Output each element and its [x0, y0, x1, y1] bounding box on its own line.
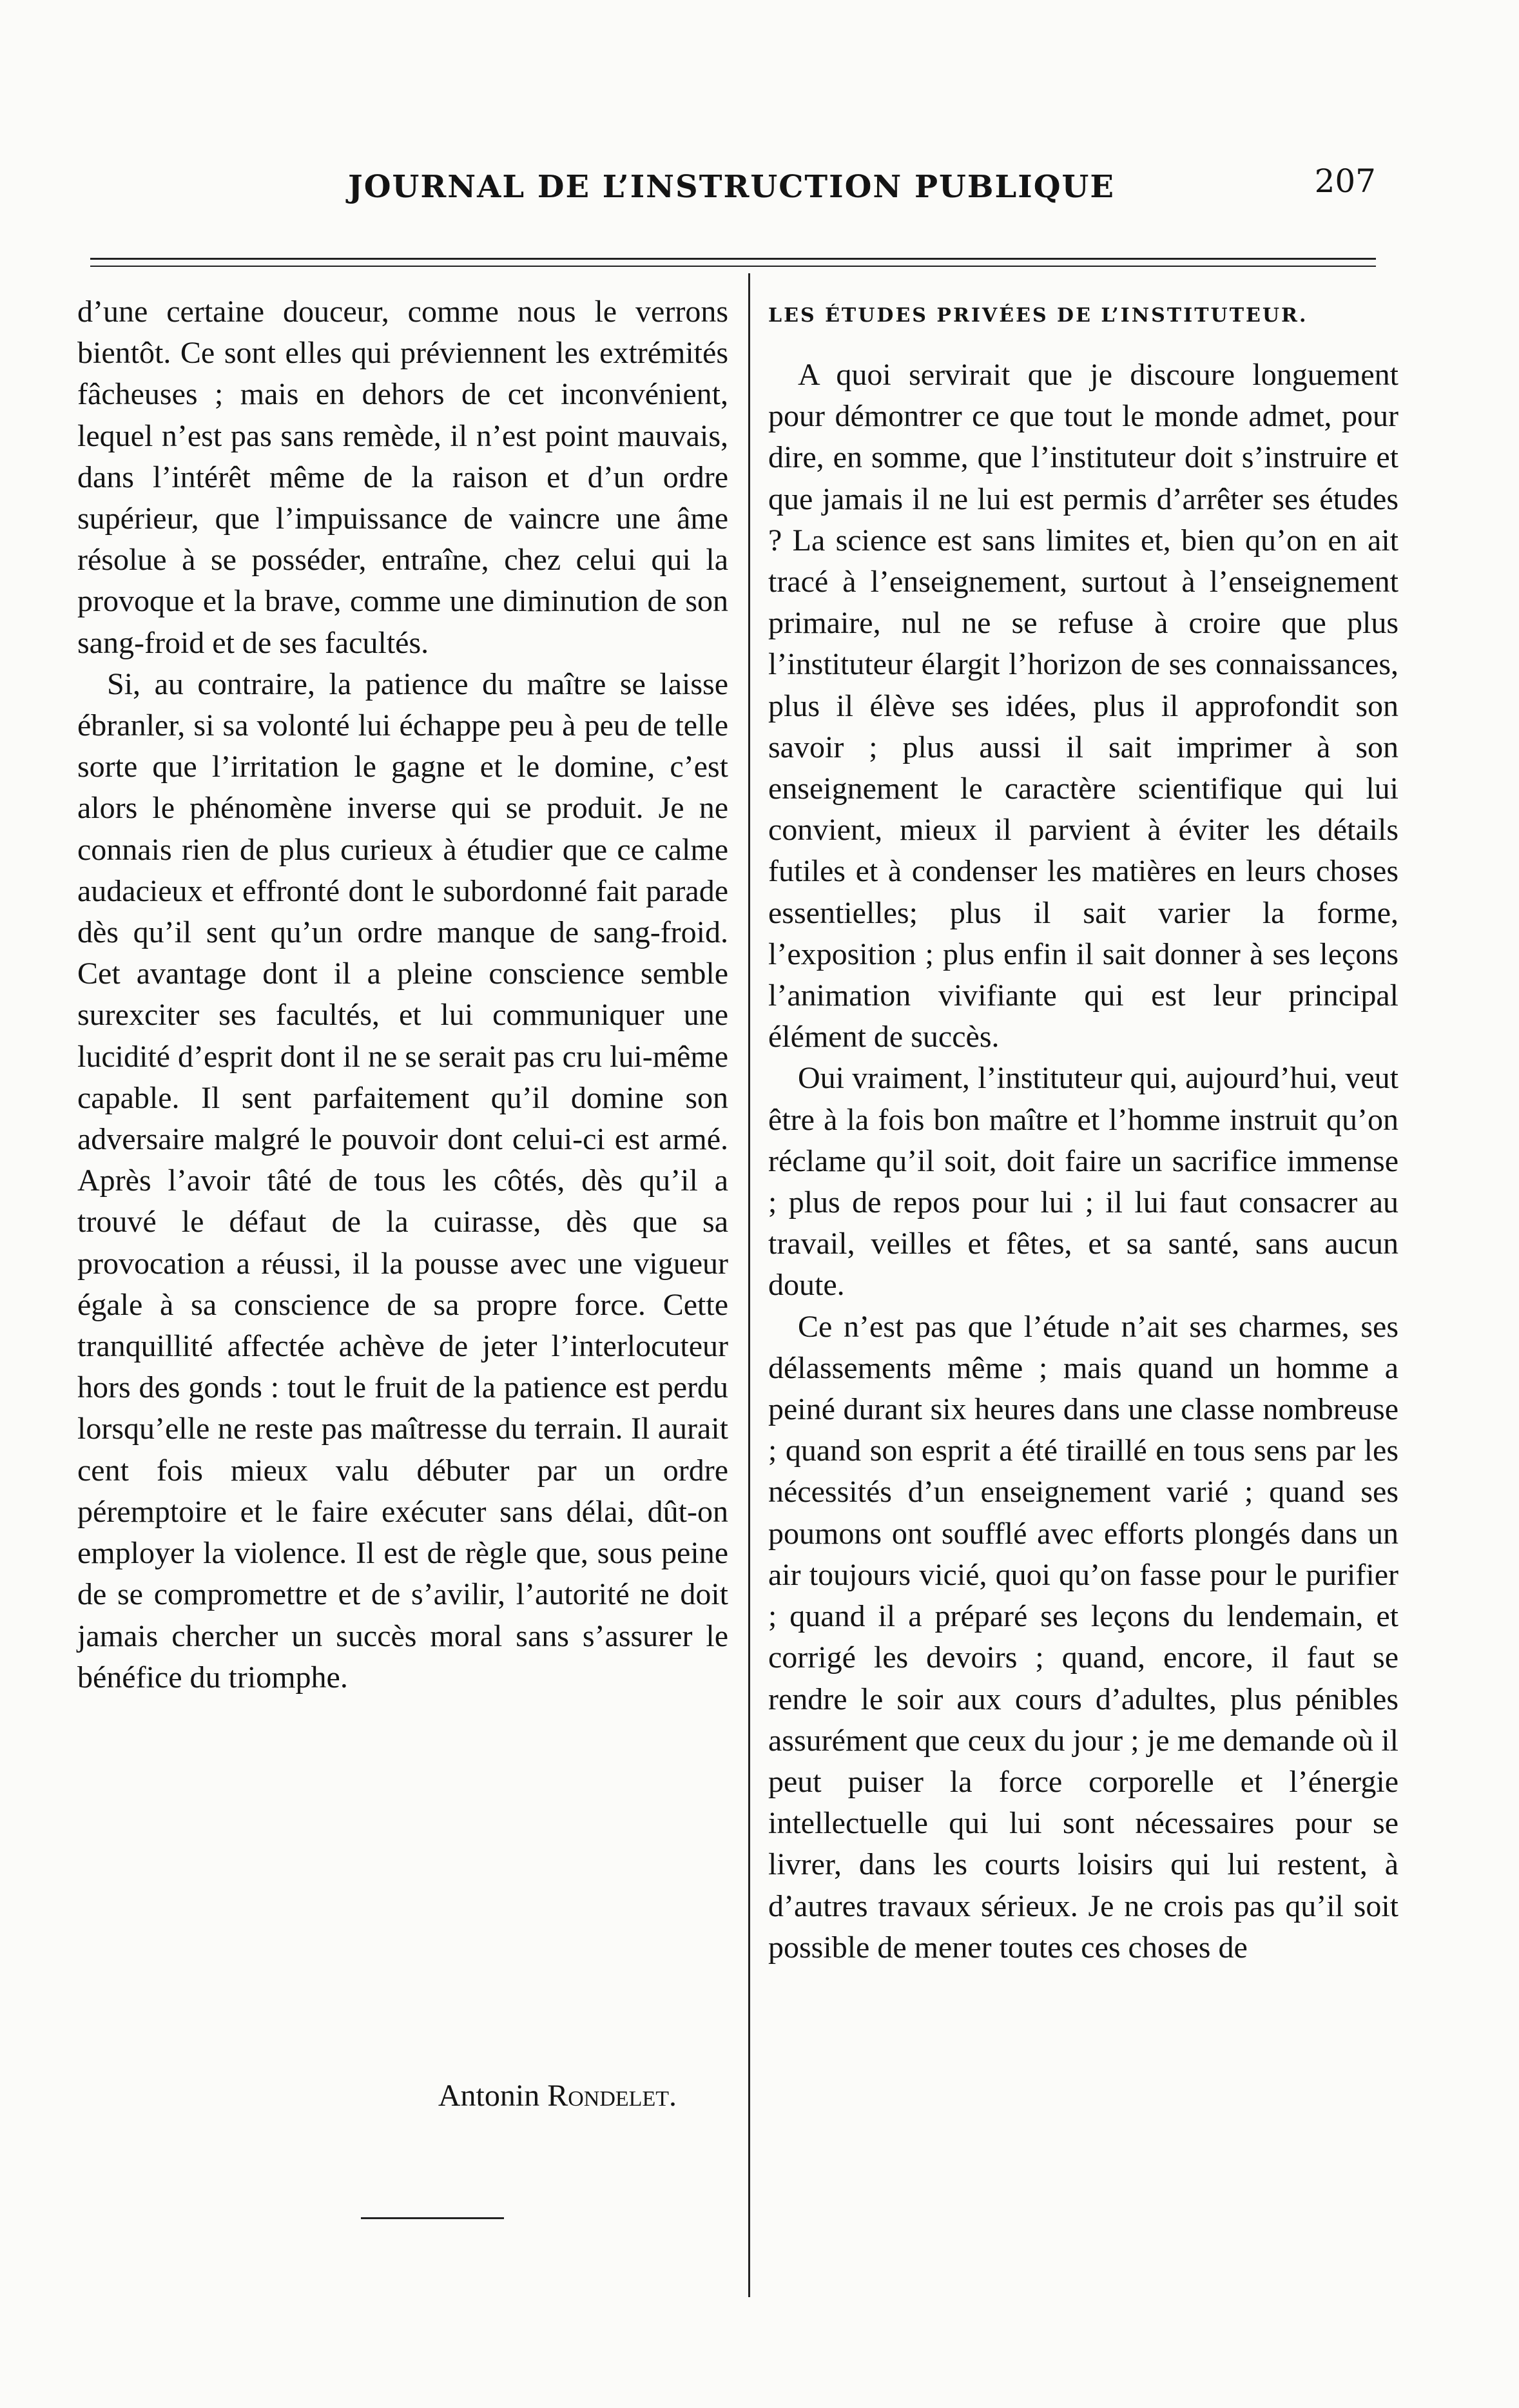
journal-title: JOURNAL DE L’INSTRUCTION PUBLIQUE — [348, 169, 1115, 205]
article-end-rule — [361, 2217, 504, 2219]
signature-first-name: Antonin — [438, 2079, 540, 2113]
left-paragraph-2: Si, au contraire, la patience du maître se laisse ébranler, si sa volonté lui échappe peu à peu de telle sorte que l’irritation le gagne et le domine, c’est alors le phénomène inverse qui se produit. Je ne connais rien de plus curieux à étudier que ce calme audacieux et effronté dont le subordonné fait parade dès qu’il sent qu’un ordre manque de sang-froid. Cet avantage dont il a pleine conscience semble surexciter ses facultés, et lui communiquer une lucidité d’esprit dont il ne se serait pas cru lui-même capable. Il sent parfaitement qu’il domine son adversaire malgré le pouvoir dont celui-ci est armé. Après l’avoir tâté de tous les côtés, dès qu’il a trouvé le défaut de la cuirasse, dès que sa provocation a réussi, il la pousse avec une vigueur égale à sa conscience de sa propre force. Cette tranquillité affectée achève de jeter l’interlocuteur hors des gonds : tout le fruit de la patience est perdu lorsqu’elle ne reste pas maîtresse du terrain. Il aurait cent fois mieux valu débuter par un ordre péremptoire et le faire exécuter sans délai, dût-on employer la violence. Il est de règle que, sous peine de se compromettre et de s’avilir, l’autorité ne doit jamais chercher un succès moral sans s’assurer le bénéfice du triomphe. — [77, 666, 728, 1694]
right-paragraph-2: Oui vraiment, l’instituteur qui, aujourd’hui, veut être à la fois bon maître et l’homme instruit qu’on réclame qu’il soit, doit faire un sacrifice immense ; plus de repos pour lui ; il lui faut consacrer au travail, veilles et fêtes, et sa santé, sans aucun doute. — [768, 1061, 1398, 1303]
section-title: LES ÉTUDES PRIVÉES DE L’INSTITUTEUR. — [768, 304, 1308, 327]
signature-last-name: Rondelet. — [547, 2079, 677, 2113]
right-paragraph-3: Ce n’est pas que l’étude n’ait ses charmes, ses délassements même ; mais quand un homme a peiné durant six heures dans une classe nombreuse ; quand son esprit a été tiraillé en tous sens par les nécessités d’un enseignement varié ; quand ses poumons ont soufflé avec efforts plongés dans un air toujours vicié, quoi qu’on fasse pour le purifier ; quand il a préparé ses leçons du lendemain, et corrigé les devoirs ; quand, encore, il faut se rendre le soir aux cours d’adultes, plus pénibles assurément que ceux du jour ; je me demande où il peut puiser la force corporelle et l’énergie intellectuelle qui lui sont nécessaires pour se livrer, dans les courts loisirs qui lui restent, à d’autres travaux sérieux. Je ne crois pas qu’il soit possible de mener toutes ces choses de — [768, 1309, 1398, 1965]
right-column — [768, 291, 1398, 1968]
header-rule-thin — [90, 266, 1376, 267]
author-signature — [406, 2078, 677, 2113]
running-head — [90, 162, 1376, 220]
right-paragraph-1: A quoi servirait que je discoure longuement pour démontrer ce que tout le monde admet, pour dire, en somme, que l’instituteur doit s’instruire et que jamais il ne lui est permis d’arrêter ses études ? La science est sans limites et, bien qu’on en ait tracé à l’enseignement, surtout à l’enseignement primaire, nul ne se refuse à croire que plus l’instituteur élargit l’horizon de ses connaissances, plus il élève ses idées, plus il approfondit son savoir ; plus aussi il sait imprimer à son enseignement le caractère scientifique qui lui convient, mieux il parvient à éviter les détails futiles et à condenser les matières en leurs choses essentielles; plus il sait varier la forme, l’exposition ; plus enfin il sait donner à ses leçons l’animation vivifiante qui est leur principal élément de succès. — [768, 358, 1398, 1054]
header-rule-thick — [90, 258, 1376, 260]
left-paragraph-1: d’une certaine douceur, comme nous le verrons bientôt. Ce sont elles qui préviennent les extrémités fâcheuses ; mais en dehors de cet inconvénient, lequel n’est pas sans remède, il n’est point mauvais, dans l’intérêt même de la raison et d’un ordre supérieur, que l’impuissance de vaincre une âme résolue à se posséder, entraîne, chez celui qui la provoque et la brave, comme une diminution de son sang-froid et de ses facultés. — [77, 295, 728, 660]
page-number: 207 — [1314, 162, 1376, 200]
left-column — [77, 291, 728, 1698]
column-divider — [748, 273, 750, 2297]
